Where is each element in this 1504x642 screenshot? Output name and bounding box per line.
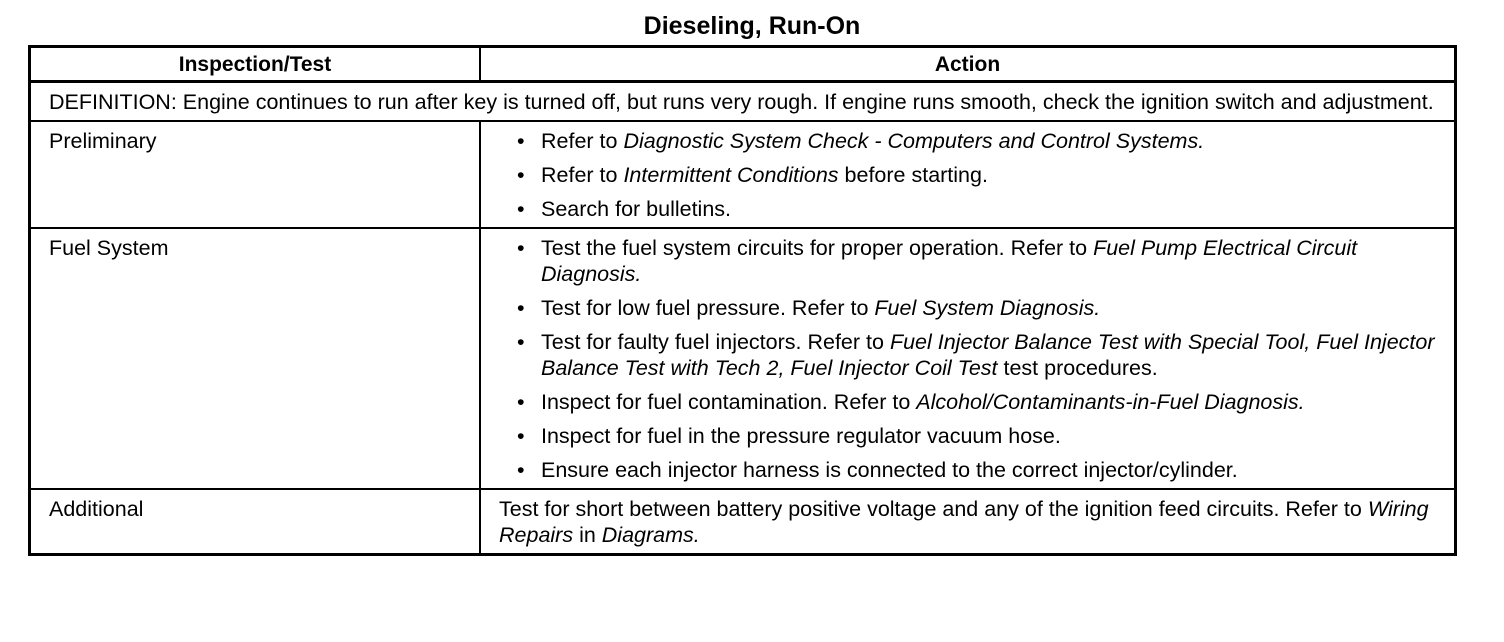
reference-link-text: Fuel System Diagnosis. — [874, 296, 1101, 320]
reference-link-text: Fuel Pump Electrical Circuit Diagnosis. — [541, 236, 1358, 286]
bullet-text: Test for faulty fuel injectors. Refer to — [541, 330, 890, 354]
reference-link-text: Intermittent Conditions — [623, 163, 839, 187]
list-item — [499, 295, 1440, 321]
action-text: in — [573, 523, 602, 547]
action-text: Test for short between battery positive voltage and any of the ignition feed circuits. Refer to — [499, 497, 1368, 521]
list-item — [499, 423, 1440, 449]
row-action-additional — [480, 489, 1456, 555]
bullet-text: Refer to — [541, 129, 624, 153]
reference-link-text: Fuel Injector Balance Test with Special Tool, Fuel Injector Balance Test with Tech 2, Fuel Injector Coil Test — [541, 330, 1435, 380]
row-action-fuel-system — [480, 228, 1456, 489]
header-row — [30, 47, 1456, 82]
list-item — [499, 162, 1440, 188]
table-row — [30, 489, 1456, 555]
bullet-icon: • — [517, 390, 525, 414]
bullet-icon: • — [517, 330, 525, 354]
reference-link-text: Wiring Repairs — [499, 497, 1429, 547]
list-item — [499, 329, 1440, 381]
list-item — [499, 196, 1440, 222]
bullet-icon: • — [517, 458, 525, 482]
bullet-icon: • — [517, 296, 525, 320]
row-label-preliminary: Preliminary — [30, 121, 481, 228]
bullet-text: Search for bulletins. — [541, 197, 732, 221]
list-item — [499, 389, 1440, 415]
row-action-preliminary — [480, 121, 1456, 228]
bullet-text: Refer to — [541, 163, 624, 187]
bullet-text: Inspect for fuel in the pressure regulator vacuum hose. — [541, 424, 1061, 448]
header-action: Action — [480, 47, 1456, 82]
bullet-text: Test for low fuel pressure. Refer to — [541, 296, 875, 320]
reference-link-text: Diagnostic System Check - Computers and Control Systems. — [623, 129, 1205, 153]
row-label-fuel-system: Fuel System — [30, 228, 481, 489]
bullet-list — [499, 235, 1440, 483]
row-label-additional: Additional — [30, 489, 481, 555]
bullet-icon: • — [517, 424, 525, 448]
bullet-text: before starting. — [838, 163, 988, 187]
bullet-icon: • — [517, 236, 525, 260]
list-item — [499, 128, 1440, 154]
bullet-icon: • — [517, 163, 525, 187]
bullet-text: Test the fuel system circuits for proper operation. Refer to — [541, 236, 1094, 260]
bullet-icon: • — [517, 197, 525, 221]
table-row — [30, 121, 1456, 228]
page-title: Dieseling, Run-On — [643, 12, 861, 40]
table-row — [30, 228, 1456, 489]
bullet-text: Ensure each injector harness is connected to the correct injector/cylinder. — [541, 458, 1238, 482]
header-inspection-test: Inspection/Test — [30, 47, 481, 82]
list-item — [499, 235, 1440, 287]
bullet-text: test procedures. — [997, 356, 1158, 380]
bullet-text: Inspect for fuel contamination. Refer to — [541, 390, 917, 414]
definition-text: DEFINITION: Engine continues to run after key is turned off, but runs very rough. If engine runs smooth, check the ignition switch and adjustment. — [30, 82, 1456, 122]
bullet-list — [499, 128, 1440, 222]
diagnostic-table — [28, 45, 1457, 556]
reference-link-text: Diagrams. — [601, 523, 700, 547]
bullet-icon: • — [517, 129, 525, 153]
definition-row — [30, 82, 1456, 122]
reference-link-text: Alcohol/Contaminants-in-Fuel Diagnosis. — [916, 390, 1305, 414]
list-item — [499, 457, 1440, 483]
